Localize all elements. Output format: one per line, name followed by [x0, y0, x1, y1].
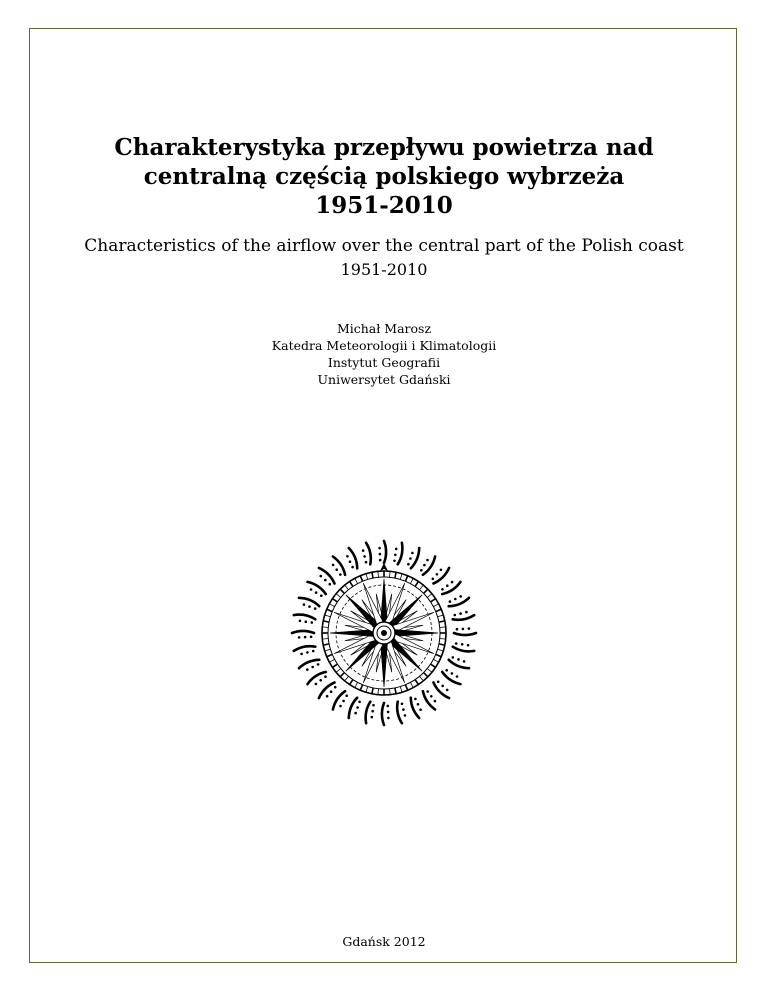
institute-name: Instytut Geografii — [327, 355, 441, 370]
english-title-years: 1951-2010 — [340, 260, 428, 279]
polish-title-line-2: centralną częścią polskiego wybrzeża — [143, 163, 625, 190]
department-name: Katedra Meteorologii i Klimatologii — [271, 338, 497, 353]
english-title-line-1: Characteristics of the airflow over the central part of the Polish coast — [84, 236, 684, 256]
university-name: Uniwersytet Gdański — [317, 372, 451, 387]
polish-title-years: 1951-2010 — [315, 192, 453, 219]
author-name: Michał Marosz — [336, 321, 432, 336]
compass-rose-icon — [276, 537, 492, 729]
english-title — [30, 234, 738, 282]
polish-title — [30, 133, 738, 220]
polish-title-line-1: Charakterystyka przepływu powietrza nad — [114, 134, 654, 161]
place-and-year: Gdańsk 2012 — [342, 934, 426, 949]
author-affiliation — [30, 320, 738, 388]
